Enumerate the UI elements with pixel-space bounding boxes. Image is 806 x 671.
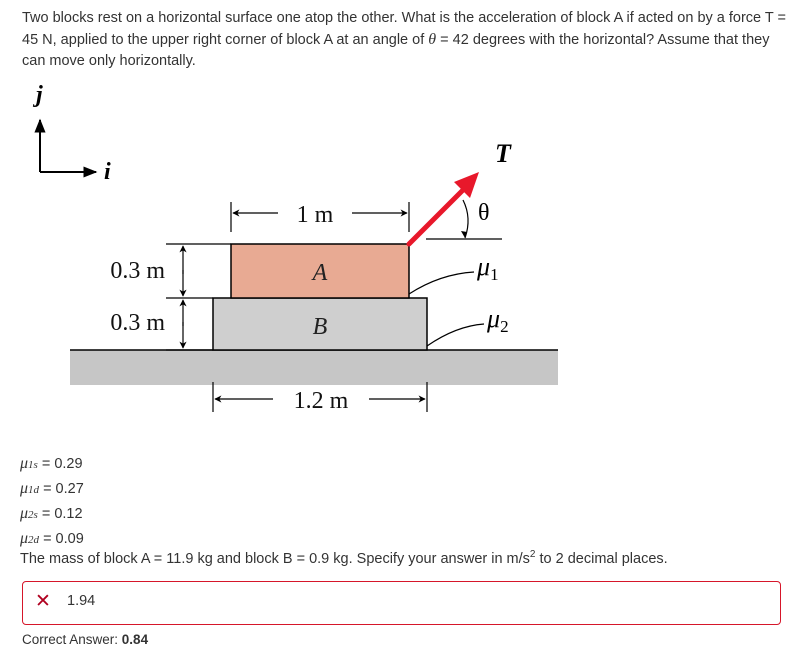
- correct-answer-value: 0.84: [121, 632, 149, 647]
- mu1-leader: [409, 272, 474, 294]
- force-t-label: T: [495, 139, 511, 168]
- dimension-1-2m-label: 1.2 m: [293, 388, 349, 414]
- theta-label: θ: [478, 200, 490, 226]
- correct-answer-label: Correct Answer:: [22, 632, 119, 647]
- height-a-label: 0.3 m: [110, 258, 165, 284]
- block-a-label: A: [312, 260, 328, 286]
- mu2-label: μ2: [487, 304, 509, 336]
- blocks-diagram: [0, 82, 806, 422]
- incorrect-x-icon: ✕: [35, 591, 51, 612]
- axis-j-label: j: [36, 82, 43, 108]
- coefficient-row: μ2d = 0.09: [20, 530, 84, 547]
- coefficient-row: μ1s = 0.29: [20, 455, 83, 472]
- question-part2: = 42 degrees with the horizontal? Assume that they can move only horizontally.: [22, 32, 770, 69]
- axis-i-label: i: [104, 159, 111, 185]
- dimension-1-2m: [213, 382, 427, 414]
- height-b-label: 0.3 m: [110, 310, 165, 336]
- coefficient-row: μ1d = 0.27: [20, 480, 84, 497]
- theta-symbol: θ: [428, 31, 437, 48]
- correct-answer: [22, 632, 148, 647]
- mu2-leader: [427, 324, 484, 346]
- question-text: [22, 8, 792, 72]
- answer-value: 1.94: [67, 593, 96, 609]
- axes: [32, 82, 111, 185]
- force-t-arrow: [409, 189, 464, 244]
- coefficient-list: [20, 452, 84, 552]
- ground: [70, 350, 558, 385]
- answer-field[interactable]: [22, 581, 781, 625]
- dimension-1m: [231, 202, 409, 232]
- dimension-1m-label: 1 m: [296, 202, 334, 228]
- mass-statement: The mass of block A = 11.9 kg and block B = 0.9 kg. Specify your answer in $m/s^2$ to 2 decimal places.: [20, 549, 668, 567]
- block-b-label: B: [312, 314, 328, 340]
- question-part1: Two blocks rest on a horizontal surface one atop the other. What is the acceleration of block A if acted on by a force T = 45 N, applied to the upper right corner of block A at an angle of: [22, 10, 786, 48]
- coefficient-row: μ2s = 0.12: [20, 505, 83, 522]
- mu1-label: μ1: [477, 252, 499, 284]
